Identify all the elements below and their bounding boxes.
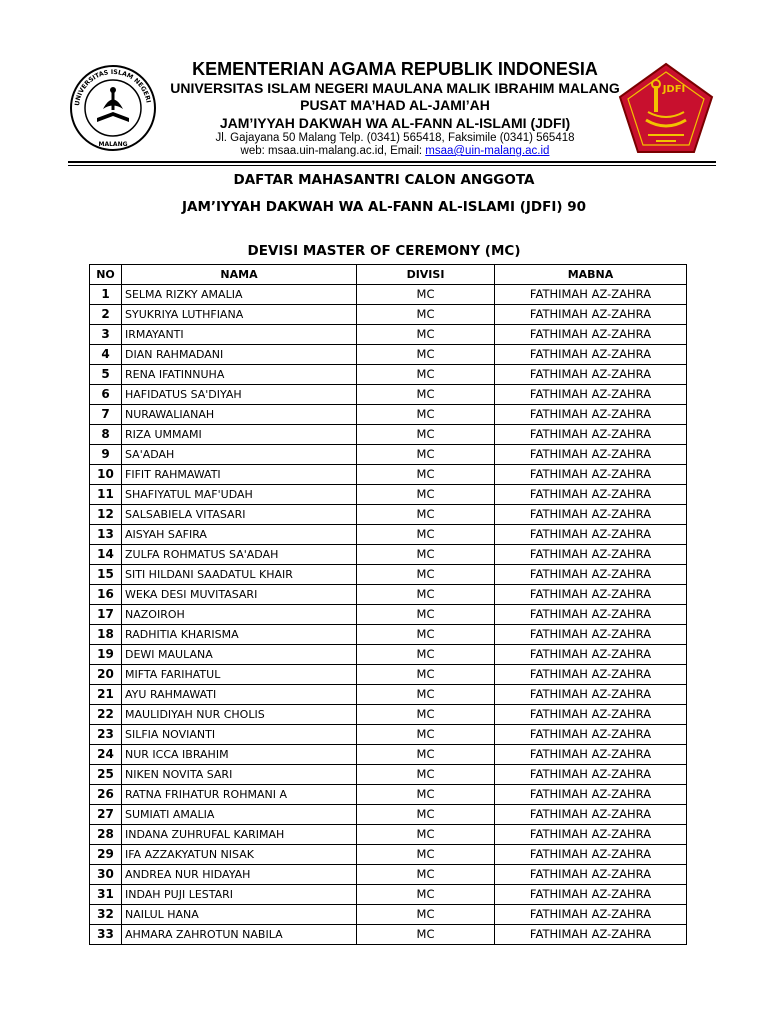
member-name: ZULFA ROHMATUS SA'ADAH xyxy=(122,545,357,565)
table-row xyxy=(90,725,687,745)
member-name: RENA IFATINNUHA xyxy=(122,365,357,385)
member-name: SYUKRIYA LUTHFIANA xyxy=(122,305,357,325)
member-division: MC xyxy=(357,425,495,445)
web-text: web: msaa.uin-malang.ac.id, Email: xyxy=(240,145,426,157)
member-mabna: FATHIMAH AZ-ZAHRA xyxy=(495,445,687,465)
member-name: NAILUL HANA xyxy=(122,905,357,925)
member-name: SALSABIELA VITASARI xyxy=(122,505,357,525)
member-mabna: FATHIMAH AZ-ZAHRA xyxy=(495,405,687,425)
row-number: 15 xyxy=(90,565,122,585)
row-number: 20 xyxy=(90,665,122,685)
table-row xyxy=(90,605,687,625)
row-number: 26 xyxy=(90,785,122,805)
table-row xyxy=(90,305,687,325)
email-link[interactable]: msaa@uin-malang.ac.id xyxy=(425,145,550,157)
member-mabna: FATHIMAH AZ-ZAHRA xyxy=(495,485,687,505)
member-mabna: FATHIMAH AZ-ZAHRA xyxy=(495,585,687,605)
table-row xyxy=(90,705,687,725)
member-mabna: FATHIMAH AZ-ZAHRA xyxy=(495,885,687,905)
table-row xyxy=(90,925,687,945)
member-division: MC xyxy=(357,345,495,365)
member-mabna: FATHIMAH AZ-ZAHRA xyxy=(495,785,687,805)
table-row xyxy=(90,385,687,405)
row-number: 27 xyxy=(90,805,122,825)
table-row xyxy=(90,685,687,705)
member-division: MC xyxy=(357,305,495,325)
member-mabna: FATHIMAH AZ-ZAHRA xyxy=(495,525,687,545)
member-mabna: FATHIMAH AZ-ZAHRA xyxy=(495,365,687,385)
member-name: AHMARA ZAHROTUN NABILA xyxy=(122,925,357,945)
member-name: NAZOIROH xyxy=(122,605,357,625)
member-name: FIFIT RAHMAWATI xyxy=(122,465,357,485)
division-title: DEVISI MASTER OF CEREMONY (MC) xyxy=(247,243,521,259)
letterhead xyxy=(160,58,630,158)
member-name: ANDREA NUR HIDAYAH xyxy=(122,865,357,885)
member-division: MC xyxy=(357,685,495,705)
member-division: MC xyxy=(357,365,495,385)
member-name: MAULIDIYAH NUR CHOLIS xyxy=(122,705,357,725)
member-mabna: FATHIMAH AZ-ZAHRA xyxy=(495,925,687,945)
organization-name: JAM’IYYAH DAKWAH WA AL-FANN AL-ISLAMI (JDFI) xyxy=(219,115,571,131)
jdfi-emblem-icon xyxy=(618,62,714,154)
member-name: MIFTA FARIHATUL xyxy=(122,665,357,685)
member-division: MC xyxy=(357,845,495,865)
member-name: DIAN RAHMADANI xyxy=(122,345,357,365)
member-division: MC xyxy=(357,765,495,785)
web-email-line xyxy=(160,145,630,158)
member-name: INDAH PUJI LESTARI xyxy=(122,885,357,905)
member-division: MC xyxy=(357,465,495,485)
member-division: MC xyxy=(357,925,495,945)
table-row xyxy=(90,785,687,805)
row-number: 12 xyxy=(90,505,122,525)
member-mabna: FATHIMAH AZ-ZAHRA xyxy=(495,625,687,645)
row-number: 24 xyxy=(90,745,122,765)
member-division: MC xyxy=(357,805,495,825)
row-number: 16 xyxy=(90,585,122,605)
member-name: IFA AZZAKYATUN NISAK xyxy=(122,845,357,865)
member-division: MC xyxy=(357,825,495,845)
member-mabna: FATHIMAH AZ-ZAHRA xyxy=(495,745,687,765)
center-name: PUSAT MA’HAD AL-JAMI’AH xyxy=(300,97,490,113)
member-table xyxy=(89,264,687,945)
member-mabna: FATHIMAH AZ-ZAHRA xyxy=(495,645,687,665)
row-number: 6 xyxy=(90,385,122,405)
member-name: SHAFIYATUL MAF'UDAH xyxy=(122,485,357,505)
table-row xyxy=(90,645,687,665)
member-mabna: FATHIMAH AZ-ZAHRA xyxy=(495,465,687,485)
member-mabna: FATHIMAH AZ-ZAHRA xyxy=(495,545,687,565)
member-mabna: FATHIMAH AZ-ZAHRA xyxy=(495,505,687,525)
row-number: 8 xyxy=(90,425,122,445)
member-division: MC xyxy=(357,745,495,765)
member-mabna: FATHIMAH AZ-ZAHRA xyxy=(495,685,687,705)
row-number: 2 xyxy=(90,305,122,325)
member-mabna: FATHIMAH AZ-ZAHRA xyxy=(495,285,687,305)
member-mabna: FATHIMAH AZ-ZAHRA xyxy=(495,725,687,745)
row-number: 28 xyxy=(90,825,122,845)
member-name: WEKA DESI MUVITASARI xyxy=(122,585,357,605)
member-mabna: FATHIMAH AZ-ZAHRA xyxy=(495,765,687,785)
table-row xyxy=(90,445,687,465)
header-divisi: DIVISI xyxy=(357,265,495,285)
letterhead-rule xyxy=(68,161,716,163)
header-nama: NAMA xyxy=(122,265,357,285)
row-number: 17 xyxy=(90,605,122,625)
table-row xyxy=(90,905,687,925)
member-division: MC xyxy=(357,705,495,725)
member-division: MC xyxy=(357,505,495,525)
document-title-line2: JAM’IYYAH DAKWAH WA AL-FANN AL-ISLAMI (JDFI) 90 xyxy=(181,199,587,215)
member-division: MC xyxy=(357,385,495,405)
row-number: 21 xyxy=(90,685,122,705)
member-mabna: FATHIMAH AZ-ZAHRA xyxy=(495,805,687,825)
member-name: INDANA ZUHRUFAL KARIMAH xyxy=(122,825,357,845)
row-number: 29 xyxy=(90,845,122,865)
member-division: MC xyxy=(357,785,495,805)
address-line: Jl. Gajayana 50 Malang Telp. (0341) 565418, Faksimile (0341) 565418 xyxy=(215,132,575,144)
table-row xyxy=(90,285,687,305)
row-number: 33 xyxy=(90,925,122,945)
member-division: MC xyxy=(357,605,495,625)
seal-ring-text: UNIVERSITAS ISLAM NEGERI xyxy=(74,68,152,107)
row-number: 30 xyxy=(90,865,122,885)
member-division: MC xyxy=(357,325,495,345)
table-row xyxy=(90,465,687,485)
member-division: MC xyxy=(357,545,495,565)
member-division: MC xyxy=(357,865,495,885)
table-row xyxy=(90,885,687,905)
member-mabna: FATHIMAH AZ-ZAHRA xyxy=(495,865,687,885)
member-name: RATNA FRIHATUR ROHMANI A xyxy=(122,785,357,805)
member-mabna: FATHIMAH AZ-ZAHRA xyxy=(495,825,687,845)
member-division: MC xyxy=(357,405,495,425)
ministry-name: KEMENTERIAN AGAMA REPUBLIK INDONESIA xyxy=(192,59,598,79)
table-header-row xyxy=(90,265,687,285)
row-number: 13 xyxy=(90,525,122,545)
row-number: 23 xyxy=(90,725,122,745)
member-name: AISYAH SAFIRA xyxy=(122,525,357,545)
member-mabna: FATHIMAH AZ-ZAHRA xyxy=(495,905,687,925)
table-row xyxy=(90,845,687,865)
university-name: UNIVERSITAS ISLAM NEGERI MAULANA MALIK IBRAHIM MALANG xyxy=(170,80,620,96)
row-number: 10 xyxy=(90,465,122,485)
member-mabna: FATHIMAH AZ-ZAHRA xyxy=(495,705,687,725)
table-row xyxy=(90,525,687,545)
table-row xyxy=(90,825,687,845)
table-row xyxy=(90,625,687,645)
row-number: 18 xyxy=(90,625,122,645)
member-division: MC xyxy=(357,445,495,465)
member-mabna: FATHIMAH AZ-ZAHRA xyxy=(495,385,687,405)
header-mabna: MABNA xyxy=(495,265,687,285)
row-number: 11 xyxy=(90,485,122,505)
member-mabna: FATHIMAH AZ-ZAHRA xyxy=(495,845,687,865)
member-division: MC xyxy=(357,585,495,605)
member-mabna: FATHIMAH AZ-ZAHRA xyxy=(495,565,687,585)
member-mabna: FATHIMAH AZ-ZAHRA xyxy=(495,425,687,445)
seal-bottom-text: MALANG xyxy=(98,141,128,148)
table-row xyxy=(90,405,687,425)
member-name: RIZA UMMAMI xyxy=(122,425,357,445)
document-title-line1: DAFTAR MAHASANTRI CALON ANGGOTA xyxy=(233,172,535,188)
member-division: MC xyxy=(357,905,495,925)
table-row xyxy=(90,485,687,505)
row-number: 3 xyxy=(90,325,122,345)
member-name: RADHITIA KHARISMA xyxy=(122,625,357,645)
row-number: 4 xyxy=(90,345,122,365)
jdfi-logo-text: JDFI xyxy=(662,84,686,95)
member-division: MC xyxy=(357,525,495,545)
member-name: IRMAYANTI xyxy=(122,325,357,345)
university-seal-icon xyxy=(69,62,157,154)
table-row xyxy=(90,545,687,565)
row-number: 9 xyxy=(90,445,122,465)
row-number: 31 xyxy=(90,885,122,905)
member-division: MC xyxy=(357,565,495,585)
table-row xyxy=(90,585,687,605)
table-row xyxy=(90,765,687,785)
letterhead-rule-thin xyxy=(68,165,716,166)
member-mabna: FATHIMAH AZ-ZAHRA xyxy=(495,325,687,345)
member-name: NIKEN NOVITA SARI xyxy=(122,765,357,785)
member-name: NURAWALIANAH xyxy=(122,405,357,425)
table-row xyxy=(90,345,687,365)
member-name: SITI HILDANI SAADATUL KHAIR xyxy=(122,565,357,585)
member-mabna: FATHIMAH AZ-ZAHRA xyxy=(495,665,687,685)
member-name: SA'ADAH xyxy=(122,445,357,465)
row-number: 7 xyxy=(90,405,122,425)
member-name: NUR ICCA IBRAHIM xyxy=(122,745,357,765)
member-division: MC xyxy=(357,485,495,505)
table-row xyxy=(90,665,687,685)
member-name: HAFIDATUS SA'DIYAH xyxy=(122,385,357,405)
member-name: SELMA RIZKY AMALIA xyxy=(122,285,357,305)
row-number: 14 xyxy=(90,545,122,565)
table-row xyxy=(90,865,687,885)
row-number: 22 xyxy=(90,705,122,725)
member-mabna: FATHIMAH AZ-ZAHRA xyxy=(495,345,687,365)
member-mabna: FATHIMAH AZ-ZAHRA xyxy=(495,305,687,325)
member-name: AYU RAHMAWATI xyxy=(122,685,357,705)
table-row xyxy=(90,805,687,825)
table-row xyxy=(90,425,687,445)
member-division: MC xyxy=(357,665,495,685)
member-name: SUMIATI AMALIA xyxy=(122,805,357,825)
row-number: 1 xyxy=(90,285,122,305)
member-division: MC xyxy=(357,645,495,665)
member-mabna: FATHIMAH AZ-ZAHRA xyxy=(495,605,687,625)
header-no: NO xyxy=(90,265,122,285)
table-row xyxy=(90,365,687,385)
member-division: MC xyxy=(357,285,495,305)
table-row xyxy=(90,325,687,345)
member-division: MC xyxy=(357,725,495,745)
table-row xyxy=(90,505,687,525)
member-name: SILFIA NOVIANTI xyxy=(122,725,357,745)
row-number: 25 xyxy=(90,765,122,785)
table-body xyxy=(90,285,687,945)
member-division: MC xyxy=(357,625,495,645)
member-name: DEWI MAULANA xyxy=(122,645,357,665)
table-row xyxy=(90,745,687,765)
table-row xyxy=(90,565,687,585)
row-number: 19 xyxy=(90,645,122,665)
row-number: 32 xyxy=(90,905,122,925)
member-division: MC xyxy=(357,885,495,905)
row-number: 5 xyxy=(90,365,122,385)
